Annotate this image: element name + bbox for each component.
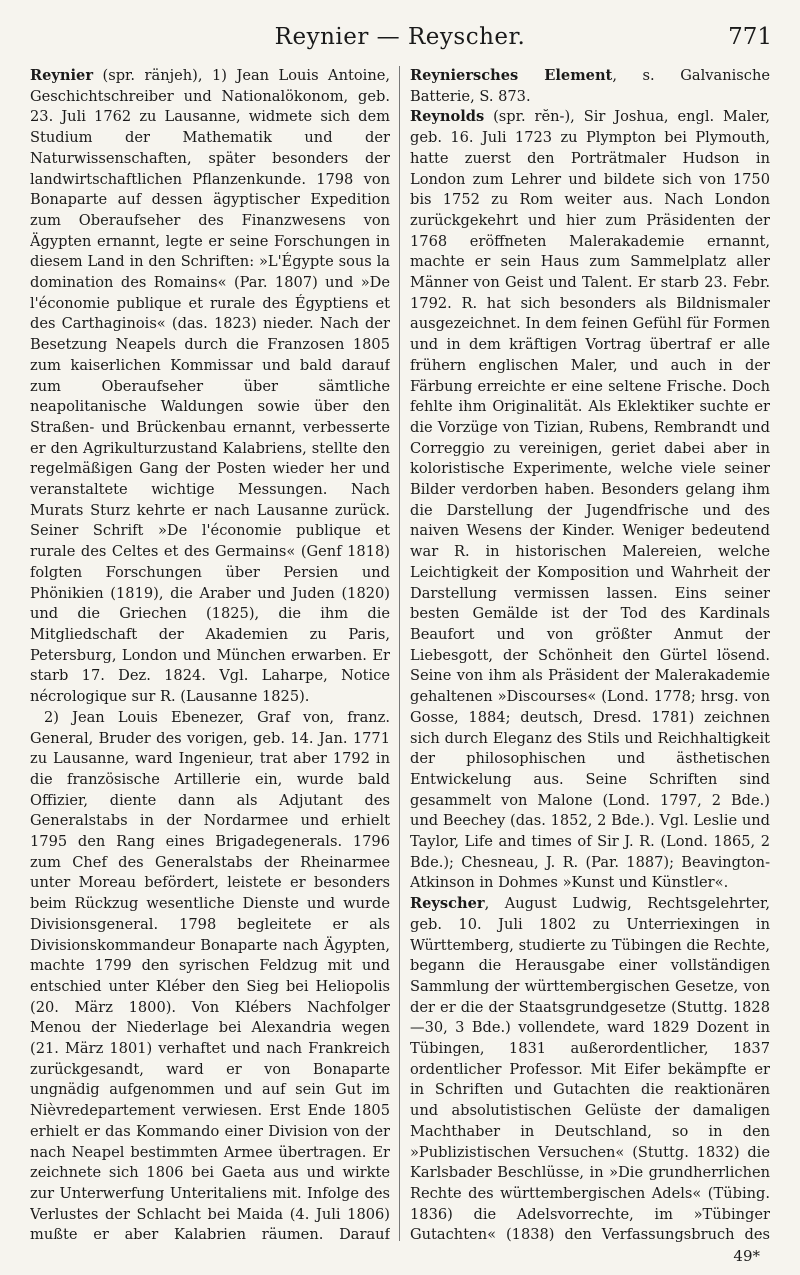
signature-mark: 49* <box>733 1247 760 1265</box>
entry-text: (spr. ränjeh), 1) Jean Louis Antoine, Geschichtschreiber und Nationalökonom, geb. 23. Juli 1762 zu Lausanne, widmete sich dem Studium der Mathematik und der Naturwissenschaften, später besonders der landwirtschaftlichen Pflanzenkunde. 1798 von Bonaparte auf dessen ägyptischer Expedition zum Oberaufseher des Finanzwesens von Ägypten ernannt, legte er seine Forschungen in diesem Land in den Schriften: »L'Égypte sous la domination des Romains« (Par. 1807) und »De l'économie publique et rurale des Égyptiens et des Carthaginois« (das. 1823) nieder. Nach der Besetzung Neapels durch die Franzosen 1805 zum kaiserlichen Kommissar und bald darauf zum Oberaufseher über sämtliche neapolitanische Waldungen sowie über den Straßen- und Brückenbau ernannt, verbesserte er den Agrikulturzustand Kalabriens, stellte den regelmäßigen Gang der Posten wieder her und veranstaltete wichtige Messungen. Nach Murats Sturz kehrte er nach Lausanne zurück. Seiner Schrift »De l'économie publique et rurale des Celtes et des Germains« (Genf 1818) folgten Forschungen über Persien und Phönikien (1819), die Araber und Juden (1820) und die Griechen (1825), die ihm die Mitgliedschaft der Akademien zu Paris, Petersburg, London und München erwarben. Er starb 17. Dez. 1824. Vgl. Laharpe, Notice nécrologique sur R. (Lausanne 1825). <box>30 67 390 706</box>
entry-headword: Reyscher <box>410 895 485 913</box>
entry-headword: Reynolds <box>410 108 485 126</box>
entry-text: , August Ludwig, Rechtsgelehrter, geb. 10. Juli 1802 zu Unterriexingen in Württemberg, studierte zu Tübingen die Rechte, begann die Herausgabe einer vollständigen Sammlung der württembergischen Gesetze, von der er die der Staatsgrundgesetze (Stuttg. 1828—30, 3 Bde.) vollendete, ward 1829 Dozent in Tübingen, 1831 außerordentlicher, 1837 ordentlicher Professor. Mit Eifer bekämpfte er in Schriften und Gutachten die reaktionären und absolutistischen Gelüste der damaligen Machthaber in Deutschland, so in den »Publizistischen Versuchen« (Stuttg. 1832) die Karlsbader Beschlüsse, in »Die grundherrlichen Rechte des württembergischen Adels« (Tübing. 1836) die Adelsvorrechte, im »Tübinger Gutachten« (1838) den Verfassungsbruch des <box>410 895 770 1244</box>
entry-text: 2) Jean Louis Ebenezer, Graf von, franz. General, Bruder des vorigen, geb. 14. Jan. 1771 zu Lausanne, ward Ingenieur, trat aber 1792 in die französische Artillerie ein, wurde bald Offizier, diente dann als Adjutant des Generalstabs in der Nordarmee und erhielt 1795 den Rang eines Brigadegenerals. 1796 zum Chef des Generalstabs der Rheinarmee unter Moreau befördert, leistete er besonders beim Rückzug wesentliche Dienste und wurde Divisionsgeneral. 1798 begleitete er als Divisionskommandeur Bonaparte nach Ägypten, machte 1799 den syrischen Feldzug mit und entschied unter Kléber den Sieg bei Heliopolis (20. März 1800). Von Klébers Nachfolger Menou der Niederlage bei Alexandria wegen (21. März 1801) verhaftet und nach Frankreich zurückgesandt, ward er von Bonaparte ungnädig aufgenommen und auf sein Gut im Nièvredepartement verwiesen. Erst Ende 1805 erhielt er das Kommando einer Division von der nach Neapel bestimmten Armee übertragen. Er zeichnete sich 1806 bei Gaeta aus und wirkte zur Unterwerfung Unteritaliens mit. Infolge des Verlustes der Schlacht bei Maida (4. Juli 1806) mußte er aber Kalabrien räumen. Darauf <box>30 708 390 1244</box>
entry-headword: Reynier <box>30 67 94 84</box>
entry-headword: Reyniersches Element <box>410 67 613 84</box>
entry-reyscher <box>410 894 770 1246</box>
entry-reynolds <box>410 107 770 894</box>
entry-reynier-2 <box>30 708 390 1246</box>
page-number: 771 <box>728 24 772 50</box>
entry-text: , s. Galvanische Batterie, S. 873. <box>410 67 770 105</box>
left-column <box>30 66 390 1246</box>
running-title: Reynier — Reyscher. <box>274 24 526 50</box>
page-header <box>0 24 800 58</box>
entry-text: (spr. rĕn-), Sir Joshua, engl. Maler, geb. 16. Juli 1723 zu Plympton bei Plymouth, hatte zuerst den Porträtmaler Hudson in London zum Lehrer und bildete sich von 1750 bis 1752 zu Rom weiter aus. Nach London zurückgekehrt und hier zum Präsidenten der 1768 eröffneten Malerakademie ernannt, machte er sein Haus zum Sammelplatz aller Männer von Geist und Talent. Er starb 23. Febr. 1792. R. hat sich besonders als Bildnismaler ausgezeichnet. In dem feinen Gefühl für Formen und in dem kräftigen Vortrag übertraf er alle frühern englischen Maler, und auch in der Färbung erreichte er eine seltene Frische. Doch fehlte ihm Originalität. Als Eklektiker suchte er die Vorzüge von Tizian, Rubens, Rembrandt und Correggio zu vereinigen, geriet dabei aber in koloristische Experimente, welche viele seiner Bilder verdorben haben. Besonders gelang ihm die Darstellung der Jugendfrische und des naiven Wesens der Kinder. Weniger bedeutend war R. in historischen Malereien, welche Leichtigkeit der Komposition und Wahrheit der Darstellung vermissen lassen. Eins seiner besten Gemälde ist der Tod des Kardinals Beaufort und von größter Anmut der Liebesgott, der Schönheit den Gürtel lösend. Seine von ihm als Präsident der Malerakademie gehaltenen »Discourses« (Lond. 1778; hrsg. von Gosse, 1884; deutsch, Dresd. 1781) zeichnen sich durch Eleganz des Stils und Reichhaltigkeit der philosophischen und ästhetischen Entwickelung aus. Seine Schriften sind gesammelt von Malone (Lond. 1797, 2 Bde.) und Beechey (das. 1852, 2 Bde.). Vgl. Leslie und Taylor, Life and times of Sir J. R. (Lond. 1865, 2 Bde.); Chesneau, J. R. (Par. 1887); Beavington-Atkinson in Dohmes »Kunst und Künstler«. <box>410 108 770 892</box>
entry-reynier <box>30 66 390 708</box>
column-divider <box>399 66 400 1241</box>
right-column <box>410 66 770 1246</box>
entry-reyniersches-element <box>410 66 770 107</box>
text-columns <box>30 66 782 1246</box>
